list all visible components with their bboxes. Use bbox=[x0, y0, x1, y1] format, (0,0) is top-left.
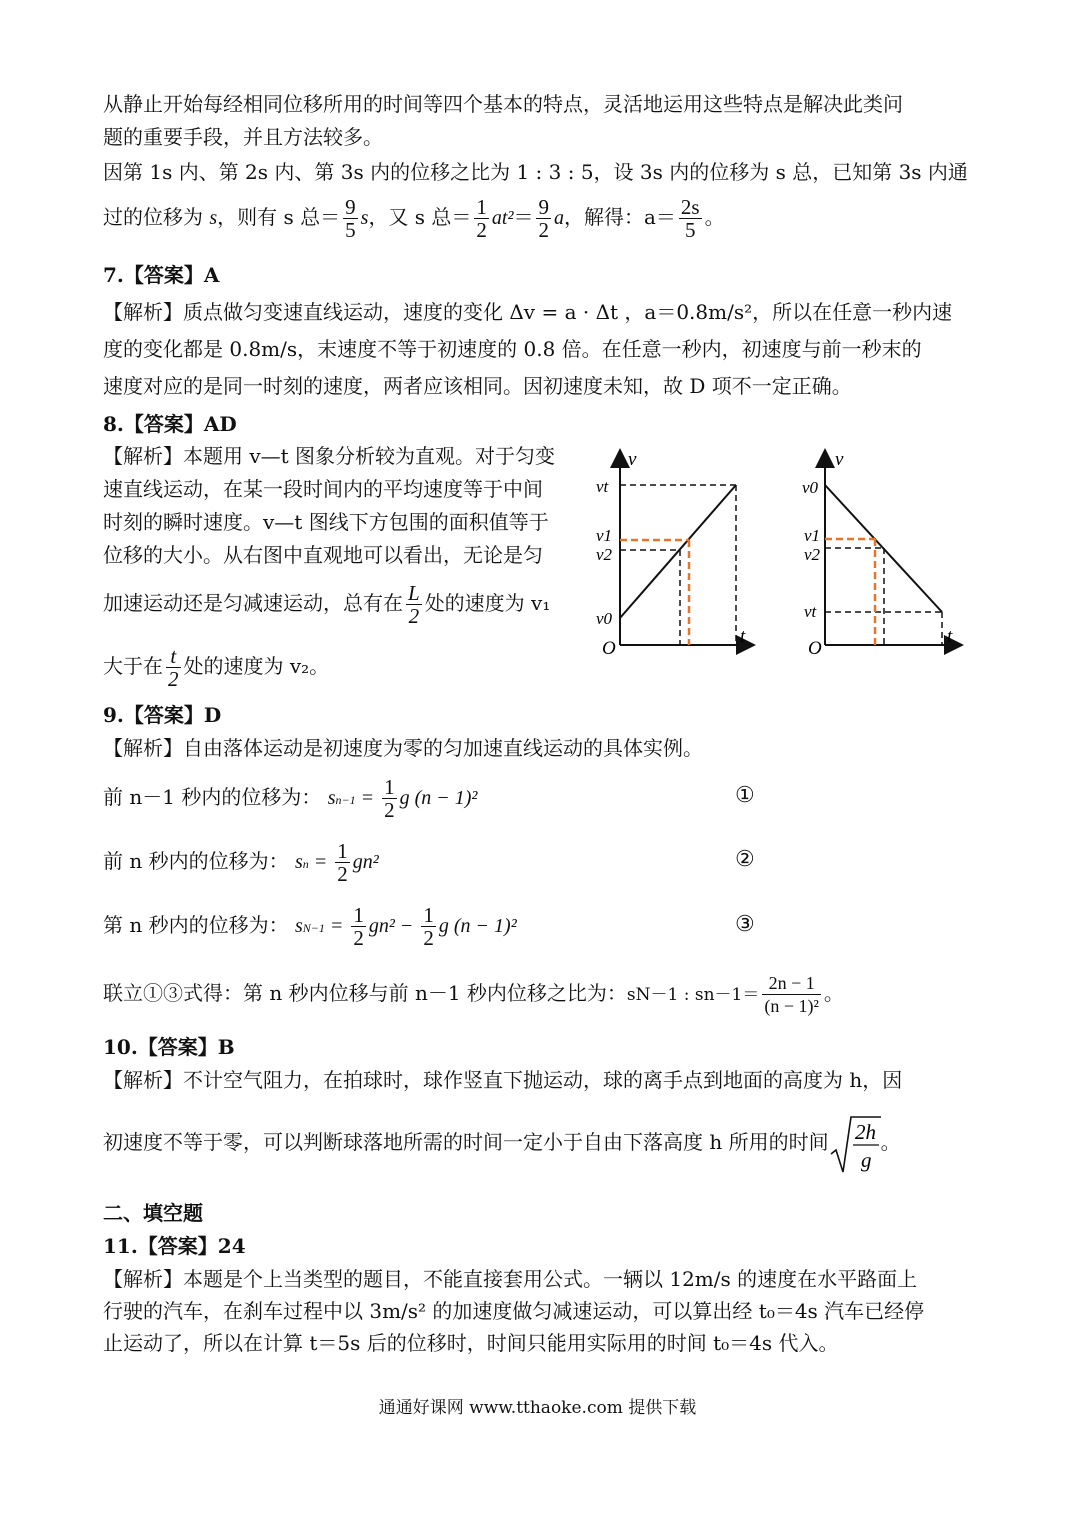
fraction-1-2 bbox=[474, 196, 489, 241]
label-v0: v0 bbox=[802, 478, 819, 497]
fraction-2s-5 bbox=[679, 196, 702, 241]
graph-accelerating bbox=[596, 449, 752, 659]
num: 2n − 1 bbox=[762, 972, 821, 995]
q8-answer: 8.【答案】AD bbox=[103, 412, 237, 436]
label-O: O bbox=[808, 638, 822, 659]
num: 9 bbox=[538, 195, 549, 219]
sqrt-sign-icon bbox=[829, 1114, 881, 1176]
formula-tail: g (n − 1)² bbox=[438, 915, 517, 937]
q7-exp1: 【解析】质点做匀变速直线运动，速度的变化 Δv = a · Δt ，a＝0.8m/s²，所以在任意一秒内速 bbox=[103, 300, 953, 324]
vt-graphs bbox=[590, 440, 970, 665]
ratio-label: sN－1 : sn－1＝ bbox=[626, 985, 760, 1005]
text: 。 bbox=[880, 1130, 901, 1154]
q8-exp4: 位移的大小。从右图中直观地可以看出，无论是匀 bbox=[103, 543, 543, 567]
text: ＝ bbox=[513, 205, 534, 229]
q11-answer: 11.【答案】24 bbox=[103, 1234, 246, 1258]
fraction-ratio bbox=[762, 972, 821, 1017]
q7-exp2: 度的变化都是 0.8m/s，末速度不等于初速度的 0.8 倍。在任意一秒内，初速度与前一秒末的 bbox=[103, 337, 922, 361]
q10-exp2 bbox=[103, 1110, 901, 1176]
q8-exp5 bbox=[103, 578, 550, 628]
var-a: a bbox=[553, 207, 564, 229]
label-t: t bbox=[947, 626, 953, 647]
var-at2: at² bbox=[491, 207, 514, 229]
label-v1: v1 bbox=[804, 526, 821, 545]
formula-tail: g (n − 1)² bbox=[399, 787, 478, 809]
fraction-t-2 bbox=[166, 645, 181, 690]
var-s: s bbox=[360, 207, 369, 229]
text: 联立①③式得：第 n 秒内位移与前 n－1 秒内位移之比为： bbox=[103, 981, 627, 1005]
num: 1 bbox=[476, 195, 487, 219]
formula-mid: gn² − bbox=[368, 915, 419, 937]
text: 大于在 bbox=[103, 654, 163, 678]
den: 5 bbox=[345, 218, 356, 242]
q9-answer: 9.【答案】D bbox=[103, 703, 222, 727]
fraction-9-5 bbox=[343, 196, 358, 241]
label-v2: v2 bbox=[596, 545, 613, 564]
label-v2: v2 bbox=[804, 545, 821, 564]
graph-decelerating bbox=[802, 449, 960, 659]
num: 9 bbox=[345, 195, 356, 219]
q9-eq1 bbox=[103, 770, 477, 827]
label-t: t bbox=[740, 626, 746, 647]
eq-num-1: ① bbox=[735, 783, 755, 808]
fraction-1-2: $\frac{1}{2}$ bbox=[337, 839, 348, 886]
formula: sn = bbox=[294, 851, 333, 873]
label-v: v bbox=[835, 449, 844, 470]
label-v: v bbox=[628, 449, 637, 470]
label-vt: vt bbox=[596, 477, 609, 496]
q10-answer: 10.【答案】B bbox=[103, 1035, 235, 1059]
text: 过的位移为 bbox=[103, 205, 210, 229]
den: 2 bbox=[408, 604, 420, 628]
den: 2 bbox=[476, 218, 487, 242]
num: L bbox=[408, 581, 420, 605]
eq-num-2: ② bbox=[735, 847, 755, 872]
text: 。 bbox=[823, 981, 844, 1005]
q8-exp1: 【解析】本题用 v—t 图象分析较为直观。对于匀变 bbox=[103, 444, 556, 468]
eq2-label: 前 n 秒内的位移为： bbox=[103, 849, 289, 873]
q9-eq3 bbox=[103, 898, 517, 955]
text: ，又 s 总＝ bbox=[368, 205, 472, 229]
q9-conclusion bbox=[103, 965, 844, 1023]
q9-exp1: 【解析】自由落体运动是初速度为零的匀加速直线运动的具体实例。 bbox=[103, 736, 703, 760]
sqrt-den: g bbox=[860, 1147, 872, 1172]
p6-line4 bbox=[103, 192, 725, 243]
q8-exp2: 速直线运动，在某一段时间内的平均速度等于中间 bbox=[103, 477, 543, 501]
text: ，则有 s 总＝ bbox=[217, 205, 341, 229]
text: 加速运动还是匀减速运动，总有在 bbox=[103, 591, 403, 615]
eq3-label: 第 n 秒内的位移为： bbox=[103, 913, 289, 937]
q10-exp1: 【解析】不计空气阻力，在拍球时，球作竖直下抛运动，球的离手点到地面的高度为 h，因 bbox=[103, 1068, 903, 1092]
formula: sN−1 = bbox=[294, 915, 349, 937]
fraction-1-2: $\frac{1}{2}$ bbox=[423, 903, 434, 950]
p6-line3: 因第 1s 内、第 2s 内、第 3s 内的位移之比为 1 : 3 : 5，设 3s 内的位移为 s 总，已知第 3s 内通 bbox=[103, 160, 968, 184]
q11-exp3: 止运动了，所以在计算 t＝5s 后的位移时，时间只能用实际用的时间 t₀＝4s 代入。 bbox=[103, 1331, 839, 1355]
q9-eq2 bbox=[103, 834, 379, 891]
num: t bbox=[166, 645, 181, 668]
eq-num-3: ③ bbox=[735, 912, 755, 937]
section-title: 二、填空题 bbox=[103, 1201, 203, 1225]
text: 处的速度为 v₂。 bbox=[183, 654, 330, 678]
text: 。 bbox=[704, 205, 725, 229]
text: 处的速度为 v₁ bbox=[424, 591, 551, 615]
q8-exp3: 时刻的瞬时速度。v—t 图线下方包围的面积值等于 bbox=[103, 510, 549, 534]
var-s: s bbox=[209, 207, 218, 229]
num: 2s bbox=[680, 195, 700, 219]
label-vt: vt bbox=[804, 602, 817, 621]
p6-line1: 从静止开始每经相同位移所用的时间等四个基本的特点，灵活地运用这些特点是解决此类问 bbox=[103, 92, 903, 116]
formula: sn−1 = bbox=[327, 787, 380, 809]
fraction-1-2: $\frac{1}{2}$ bbox=[384, 775, 395, 822]
eq1-label: 前 n－1 秒内的位移为： bbox=[103, 785, 322, 809]
q11-exp1: 【解析】本题是个上当类型的题目，不能直接套用公式。一辆以 12m/s 的速度在水平路面上 bbox=[103, 1267, 918, 1291]
footer: 通通好课网 www.tthaoke.com 提供下载 bbox=[378, 1398, 697, 1418]
fraction-1-2: $\frac{1}{2}$ bbox=[353, 903, 364, 950]
label-v0: v0 bbox=[596, 609, 613, 628]
q7-answer: 7.【答案】A bbox=[103, 263, 220, 287]
den: 2 bbox=[168, 667, 179, 691]
q7-exp3: 速度对应的是同一时刻的速度，两者应该相同。因初速度未知，故 D 项不一定正确。 bbox=[103, 374, 852, 398]
den: 2 bbox=[538, 218, 549, 242]
v-line bbox=[620, 485, 736, 618]
text: 初速度不等于零，可以判断球落地所需的时间一定小于自由下落高度 h 所用的时间 bbox=[103, 1130, 829, 1154]
q8-exp6 bbox=[103, 641, 329, 691]
p6-line2: 题的重要手段，并且方法较多。 bbox=[103, 125, 383, 149]
q11-exp2: 行驶的汽车，在刹车过程中以 3m/s² 的加速度做匀减速运动，可以算出经 t₀＝4s 汽车已经停 bbox=[103, 1299, 925, 1323]
den: (n − 1)² bbox=[764, 996, 819, 1016]
den: 5 bbox=[685, 218, 696, 242]
text: ，解得：a＝ bbox=[563, 205, 676, 229]
fraction-9-2 bbox=[536, 196, 551, 241]
fraction-L-2 bbox=[406, 582, 422, 627]
sqrt-2h-g bbox=[829, 1111, 881, 1176]
sqrt-num: 2h bbox=[854, 1119, 876, 1144]
formula-tail: gn² bbox=[352, 851, 379, 873]
label-O: O bbox=[602, 638, 616, 659]
label-v1: v1 bbox=[596, 526, 613, 545]
